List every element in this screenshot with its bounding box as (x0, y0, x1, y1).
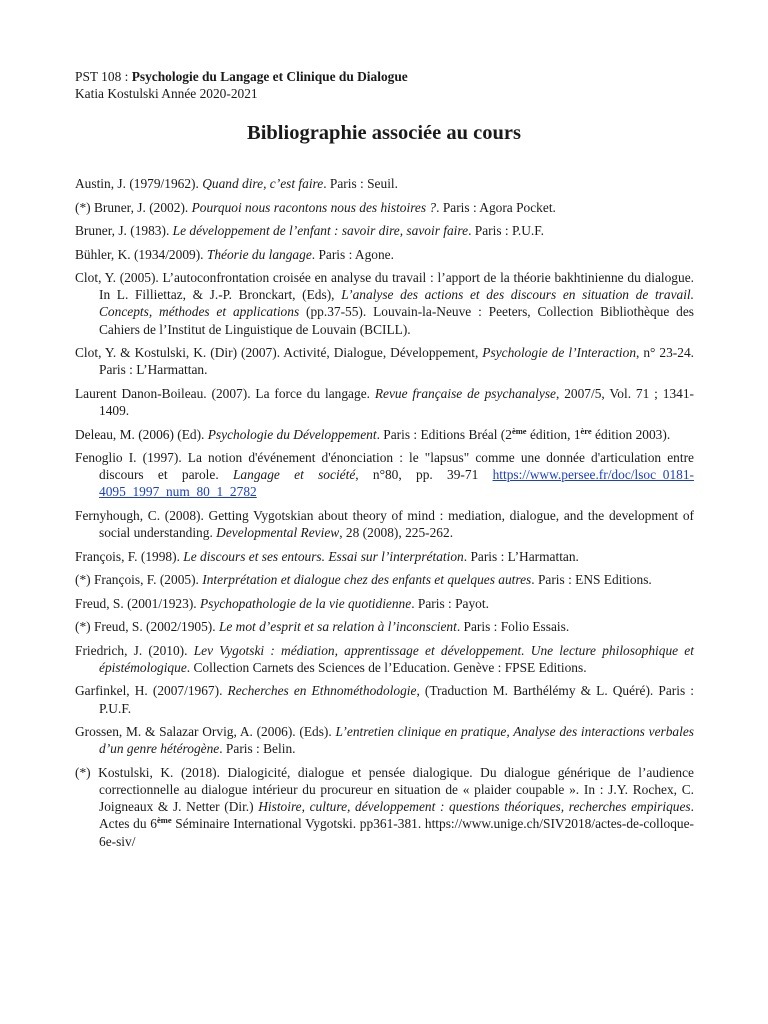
ref-text: (*) Bruner, J. (2002). (75, 199, 192, 215)
reference-francois-2005 (75, 571, 694, 588)
ref-work-title: Histoire, culture, développement : questions théoriques, recherches empiriques (258, 799, 691, 815)
reference-kostulski-2018 (75, 764, 694, 850)
ref-text: Fenoglio I. (1997). La notion d'événement d'énonciation : le "lapsus" comme une donnée d'articulation entre discours et parole. (75, 450, 694, 483)
ref-text: . Paris : L’Harmattan. (463, 548, 579, 564)
course-header (75, 68, 408, 102)
reference-freud-1905 (75, 618, 694, 635)
ref-work-title: Psychopathologie de la vie quotidienne (199, 595, 412, 611)
ref-work-title: Psychologie du Développement (207, 426, 377, 442)
ref-text: Clot, Y. (2005). L’autoconfrontation croisée en analyse du travail : l’apport de la théorie bakhtinienne du dialogue. In L. Filliettaz, & J.-P. Bronckart, (Eds), (75, 270, 694, 303)
bibliography-list (75, 175, 694, 856)
ref-work-title: Interprétation et dialogue chez des enfants et quelques autres (202, 572, 532, 588)
ref-text: Bühler, K. (1934/2009). (75, 246, 207, 262)
reference-deleau (75, 426, 694, 443)
ref-text: Freud, S. (2001/1923). (75, 595, 200, 611)
ref-work-title: L’analyse des actions et des discours en situation de travail. Concepts, méthodes et applications (99, 287, 694, 320)
ref-work-title: Revue française de psychanalyse (374, 385, 556, 401)
ref-text: . Paris : Agone. (311, 246, 394, 262)
ref-work-title: Langage et société (232, 467, 356, 483)
ref-text: . Paris : P.U.F. (468, 223, 545, 238)
ref-text: François, F. (1998). (75, 548, 184, 564)
ref-text: (*) François, F. (2005). (75, 572, 203, 588)
ref-text: Fernyhough, C. (2008). Getting Vygotskian about theory of mind : mediation, dialogue, and the development of social understanding. (75, 507, 694, 541)
ref-text: (*) Kostulski, K. (2018). Dialogicité, dialogue et pensée dialogique. Du dialogue générique de l’audience correctionnelle au dialogue intérieur du procureur en situation de « plaider coupable ». In : J.Y. Rochex, C. Joigneaux & J. Netter (Dir.) (75, 764, 694, 815)
superscript: ème (156, 815, 172, 826)
ref-text: . Paris : Folio Essais. (456, 619, 570, 635)
ref-text: . Collection Carnets des Sciences de l’Education. Genève : FPSE Editions. (186, 659, 587, 675)
ref-work-title: Developmental Review (216, 525, 340, 541)
persee-link[interactable]: https://www.persee.fr/doc/lsoc_0181-4095_1997_num_80_1_2782 (99, 467, 694, 500)
ref-work-title: Quand dire, c’est faire (202, 176, 324, 191)
superscript: ème (511, 425, 527, 436)
reference-danon-boileau (75, 385, 694, 419)
course-title: Psychologie du Langage et Clinique du Dialogue (131, 69, 408, 84)
reference-clot-kostulski-2007 (75, 344, 694, 378)
teacher-line: Katia Kostulski Année 2020-2021 (75, 86, 258, 101)
ref-work-title: Le développement de l’enfant : savoir dire, savoir faire (172, 223, 469, 238)
reference-clot-2005 (75, 269, 694, 338)
ref-text: Austin, J. (1979/1962). (75, 176, 203, 191)
ref-text: édition 2003). (591, 426, 671, 442)
reference-garfinkel (75, 682, 694, 716)
ref-work-title: Pourquoi nous racontons nous des histoires ? (191, 199, 437, 215)
ref-text: (pp.37-55). Louvain-la-Neuve : Peeters, Collection Bibliothèque des Cahiers de l’Institut de Linguistique de Louvain (BCILL). (99, 304, 694, 337)
ref-text: Séminaire International Vygotski. pp361-381. https://www.unige.ch/SIV2018/actes-de-colloque-6e-siv/ (99, 816, 694, 849)
ref-text: , 2007/5, Vol. 71 ; 1341-1409. (99, 385, 694, 419)
ref-text: Friedrich, J. (2010). (75, 642, 194, 658)
reference-buhler (75, 246, 694, 263)
ref-text: Bruner, J. (1983). (75, 223, 173, 238)
ref-text: Garfinkel, H. (2007/1967). (75, 683, 228, 699)
ref-work-title: Recherches en Ethnométhodologie (227, 683, 417, 699)
ref-work-title: Théorie du langage (206, 246, 312, 262)
reference-bruner-2002 (75, 199, 694, 216)
ref-work-title: Le discours et ses entours. Essai sur l’interprétation (183, 548, 464, 564)
ref-text: édition, 1 (526, 426, 581, 442)
ref-text: , n° 23-24. Paris : L’Harmattan. (99, 345, 694, 378)
ref-text: Grossen, M. & Salazar Orvig, A. (2006). (Eds). (75, 724, 336, 740)
reference-grossen (75, 723, 694, 757)
superscript: ère (580, 425, 592, 436)
reference-austin (75, 175, 694, 192)
ref-text: . Paris : Editions Bréal (2 (376, 426, 512, 442)
reference-bruner-1983 (75, 222, 694, 239)
ref-text: . Paris : Belin. (219, 741, 296, 757)
ref-text: , n°80, pp. 39-71 (355, 467, 493, 483)
ref-text: Clot, Y. & Kostulski, K. (Dir) (2007). Activité, Dialogue, Développement, (75, 345, 483, 361)
ref-text: , (Traduction M. Barthélémy & L. Quéré). Paris : P.U.F. (99, 683, 694, 716)
reference-freud-1923 (75, 595, 694, 612)
ref-text: Deleau, M. (2006) (Ed). (75, 426, 208, 442)
ref-work-title: Lev Vygotski : médiation, apprentissage et développement. Une lecture philosophique et épistémologique (99, 642, 694, 675)
reference-fenoglio (75, 449, 694, 501)
ref-text: . Actes du 6 (99, 799, 694, 832)
ref-text: . Paris : Seuil. (323, 176, 398, 191)
ref-text: . Paris : Agora Pocket. (436, 199, 556, 215)
reference-francois-1998 (75, 548, 694, 565)
ref-text: Laurent Danon-Boileau. (2007). La force du langage. (75, 385, 375, 401)
ref-text: . Paris : Payot. (411, 595, 489, 611)
course-line (75, 68, 408, 85)
ref-text: . Paris : ENS Editions. (531, 572, 652, 588)
page-title: Bibliographie associée au cours (247, 122, 521, 144)
ref-text: (*) Freud, S. (2002/1905). (75, 619, 219, 635)
ref-work-title: Le mot d’esprit et sa relation à l’inconscient (218, 619, 457, 635)
reference-friedrich (75, 642, 694, 676)
ref-work-title: L’entretien clinique en pratique, Analyse des interactions verbales d’un genre hétérogène (99, 724, 694, 757)
reference-fernyhough (75, 507, 694, 541)
ref-work-title: Psychologie de l’Interaction (482, 345, 637, 361)
ref-text: , 28 (2008), 225-262. (339, 525, 454, 541)
course-code: PST 108 : (75, 69, 132, 84)
